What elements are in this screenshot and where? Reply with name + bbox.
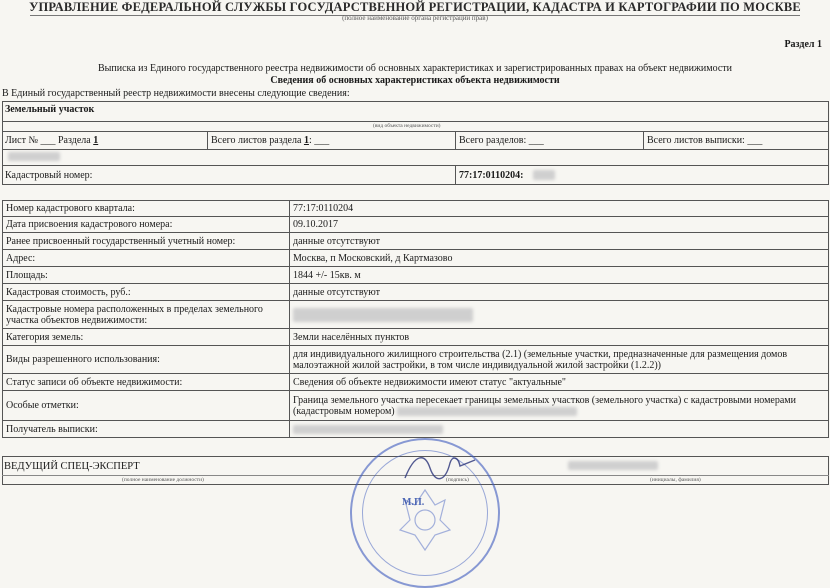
row-value: данные отсутствуют [290, 284, 829, 301]
row-label: Статус записи об объекте недвижимости: [3, 374, 290, 391]
row-label: Категория земель: [3, 329, 290, 346]
table-row [3, 374, 829, 391]
extract-subtitle: Сведения об основных характеристиках объекта недвижимости [270, 75, 560, 86]
row-label: Кадастровые номера расположенных в пределах земельного участка объектов недвижимости: [3, 301, 290, 329]
emblem-icon [385, 480, 465, 560]
org-name: УПРАВЛЕНИЕ ФЕДЕРАЛЬНОЙ СЛУЖБЫ ГОСУДАРСТВЕННОЙ РЕГИСТРАЦИИ, КАДАСТРА И КАРТОГРАФИИ ПО МОСКВЕ [29, 0, 801, 14]
row-value: Сведения об объекте недвижимости имеют статус "актуальные" [290, 374, 829, 391]
cadastral-value: 77:17:0110204: [459, 170, 524, 181]
row-label: Виды разрешенного использования: [3, 346, 290, 374]
row-value [290, 301, 829, 329]
total-extract-sheets: Всего листов выписки: ___ [647, 135, 763, 146]
stamp-mp-label: М.П. [402, 497, 425, 508]
section-label: Раздел 1 [784, 39, 822, 50]
table-row [3, 421, 829, 438]
position-caption: (полное наименование должности) [122, 477, 204, 483]
table-row [3, 301, 829, 329]
redacted-cadastral-suffix [533, 170, 555, 180]
row-value: Граница земельного участка пересекает границы земельных участков (земельного участка) с кадастровыми номерами (кадастровым номером) [290, 391, 829, 421]
object-type-caption: (вид объекта недвижимости) [373, 123, 441, 129]
sheet-number: Лист № ___ Раздела 1 [5, 135, 99, 146]
total-sheets: Всего листов раздела 1: ___ [211, 135, 330, 146]
row-value: для индивидуального жилищного строительства (2.1) (земельные участки, предназначенные для размещения домов малоэтажной жилой застройки, в том числе индивидуальной жилой застройки (1.2.2)) [290, 346, 829, 374]
row-label: Номер кадастрового квартала: [3, 201, 290, 217]
redacted-signatory-name [568, 461, 658, 470]
divider [2, 131, 829, 132]
extract-title: Выписка из Единого государственного реестра недвижимости об основных характеристиках и зарегистрированных правах на объект недвижимости [97, 63, 732, 74]
object-type: Земельный участок [5, 104, 95, 115]
row-value: Москва, п Московский, д Картмазово [290, 250, 829, 267]
row-value: данные отсутствуют [290, 233, 829, 250]
row-label: Площадь: [3, 267, 290, 284]
row-label: Адрес: [3, 250, 290, 267]
table-row [3, 201, 829, 217]
name-caption: (инициалы, фамилия) [650, 477, 701, 483]
table-row [3, 267, 829, 284]
table-row [3, 250, 829, 267]
signatory-position: ВЕДУЩИЙ СПЕЦ-ЭКСПЕРТ [4, 461, 140, 472]
characteristics-table [2, 200, 829, 438]
row-value [290, 421, 829, 438]
table-row [3, 346, 829, 374]
redacted-adjacent-numbers [397, 407, 577, 416]
row-label: Ранее присвоенный государственный учетный номер: [3, 233, 290, 250]
intro-text: В Единый государственный реестр недвижимости внесены следующие сведения: [2, 88, 350, 99]
handwritten-signature [400, 448, 480, 488]
divider [455, 165, 456, 185]
row-value: 1844 +/- 15кв. м [290, 267, 829, 284]
cadastral-label: Кадастровый номер: [5, 170, 93, 181]
row-value: 09.10.2017 [290, 217, 829, 233]
divider [2, 149, 829, 150]
row-label: Дата присвоения кадастрового номера: [3, 217, 290, 233]
table-row [3, 233, 829, 250]
table-row [3, 391, 829, 421]
redacted-recipient [293, 425, 443, 434]
table-row [3, 329, 829, 346]
row-value: 77:17:0110204 [290, 201, 829, 217]
divider [207, 131, 208, 149]
redacted-object-numbers [293, 308, 473, 322]
table-row [3, 217, 829, 233]
divider [455, 131, 456, 149]
row-label: Особые отметки: [3, 391, 290, 421]
divider [643, 131, 644, 149]
divider [2, 165, 829, 166]
redacted-date [8, 152, 60, 161]
total-sections: Всего разделов: ___ [459, 135, 544, 146]
table-row [3, 284, 829, 301]
row-value: Земли населённых пунктов [290, 329, 829, 346]
divider [2, 121, 829, 122]
row-label: Получатель выписки: [3, 421, 290, 438]
row-label: Кадастровая стоимость, руб.: [3, 284, 290, 301]
signature-caption: (подпись) [446, 477, 469, 483]
org-caption: (полное наименование органа регистрации прав) [342, 14, 488, 22]
